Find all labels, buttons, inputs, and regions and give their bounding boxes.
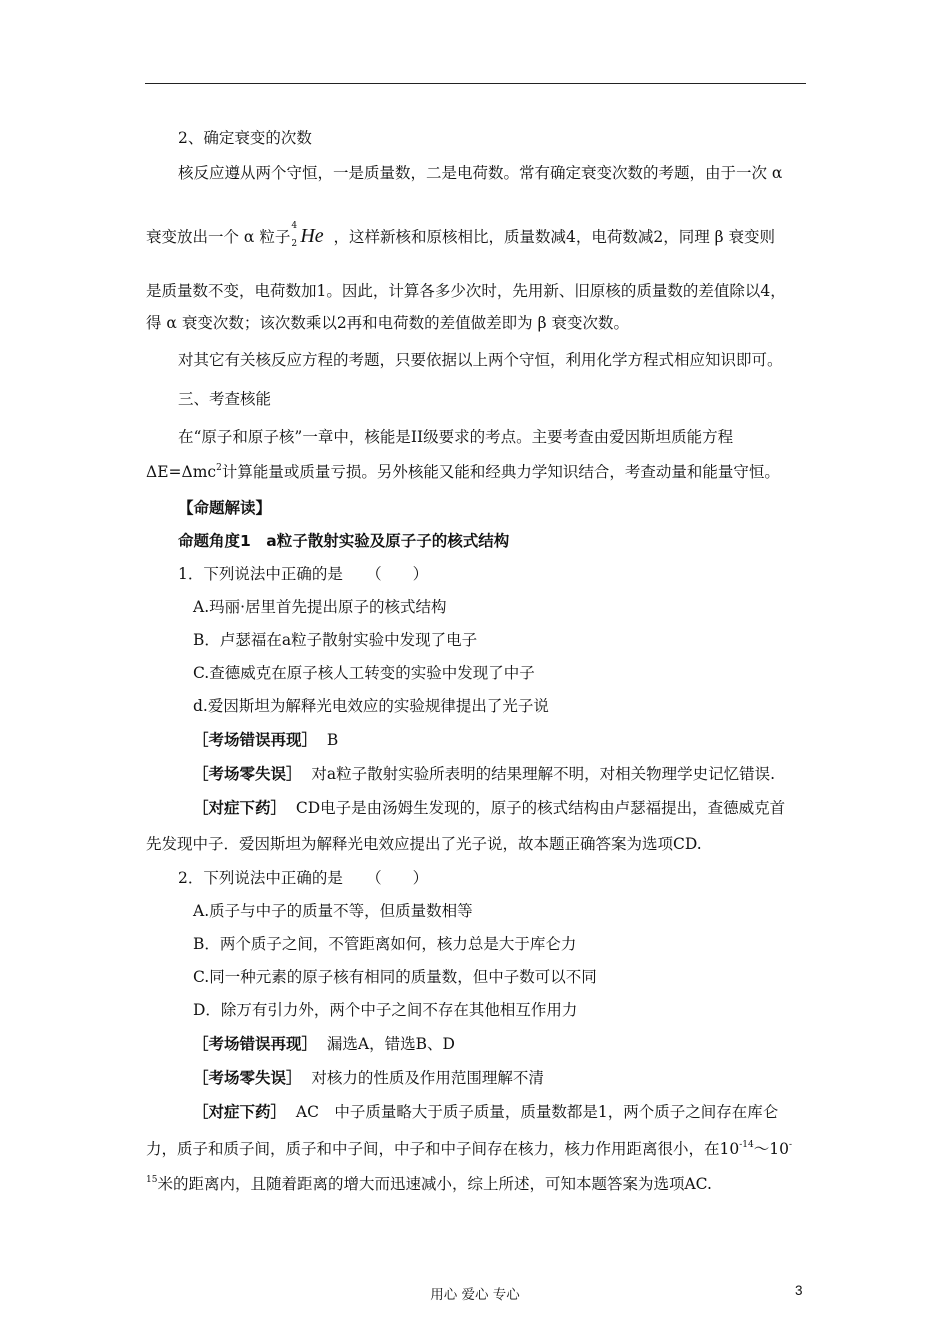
cure-label: ［对症下药］ xyxy=(193,1103,287,1121)
section-heading-decay-count: 2、确定衰变的次数 xyxy=(178,129,312,147)
footer-motto: 用心 爱心 专心 xyxy=(430,1287,520,1303)
range-exponent-2: - xyxy=(788,1140,793,1150)
emc-exponent: 2 xyxy=(216,463,222,473)
atomic-number: 2 xyxy=(291,239,298,249)
page-number: 3 xyxy=(795,1283,803,1298)
alpha-particle-line xyxy=(146,221,776,249)
nuclear-range-line-2 xyxy=(146,1174,712,1194)
mass-number: 4 xyxy=(291,221,298,231)
paragraph-line: 米的距离内，且随着距离的增大而迅速减小，综上所述，可知本题答案为选项AC. xyxy=(157,1175,712,1193)
paragraph-line: 先发现中子．爱因斯坦为解释光电效应提出了光子说，故本题正确答案为选项CD. xyxy=(146,835,702,853)
paragraph-line: 是质量数不变，电荷数加1。因此，计算各多少次时，先用新、旧原核的质量数的差值除以4， xyxy=(146,282,786,300)
range-exponent-3: 15 xyxy=(146,1175,158,1185)
paragraph-line: 得 α 衰变次数；该次数乘以2再和电荷数的差值做差即为 β 衰变次数。 xyxy=(146,314,629,332)
error-text: B xyxy=(326,731,339,749)
alpha-text-after: ，这样新核和原核相比，质量数减4，电荷数减2，同理 β 衰变则 xyxy=(333,228,776,246)
mass-energy-line xyxy=(146,462,780,482)
zero-text: 对a粒子散射实验所表明的结果理解不明，对相关物理学史记忆错误. xyxy=(311,765,776,783)
question-2-option-c: C.同一种元素的原子核有相同的质量数，但中子数可以不同 xyxy=(193,968,597,986)
question-2-option-a: A.质子与中子的质量不等，但质量数相等 xyxy=(193,902,473,920)
question-1-error-line xyxy=(193,730,338,750)
emc-text-after: 计算能量或质量亏损。另外核能又能和经典力学知识结合，考查动量和能量守恒。 xyxy=(221,463,780,481)
zero-label: ［考场零失误］ xyxy=(193,1069,302,1087)
helium-isotope-notation xyxy=(290,221,300,249)
header-rule xyxy=(145,83,806,84)
section-heading-interpretation: 【命题解读】 xyxy=(178,499,272,517)
paragraph-line: 在“原子和原子核”一章中，核能是II级要求的考点。主要考查由爱因斯坦质能方程 xyxy=(178,428,734,446)
question-2-option-d: D．除万有引力外，两个中子之间不存在其他相互作用力 xyxy=(193,1001,578,1019)
question-1-option-c: C.查德威克在原子核人工转变的实验中发现了中子 xyxy=(193,664,535,682)
paragraph-line: 对其它有关核反应方程的考题，只要依据以上两个守恒，利用化学方程式相应知识即可。 xyxy=(178,351,783,369)
question-2-option-b: B．两个质子之间，不管距离如何，核力总是大于库仑力 xyxy=(193,935,577,953)
question-1-option-b: B．卢瑟福在a粒子散射实验中发现了电子 xyxy=(193,631,478,649)
cure-text: AC 中子质量略大于质子质量，质量数都是1，两个质子之间存在库仑 xyxy=(295,1103,779,1121)
error-text: 漏选A，错选B、D xyxy=(326,1035,455,1053)
question-1-zero-line xyxy=(193,764,775,784)
question-1-stem: 1．下列说法中正确的是 （ ） xyxy=(178,565,429,583)
cure-label: ［对症下药］ xyxy=(193,799,287,817)
range-exponent-1: -14 xyxy=(739,1140,754,1150)
question-2-cure-line xyxy=(193,1102,778,1122)
question-2-error-line xyxy=(193,1034,455,1054)
cure-text: CD电子是由汤姆生发现的，原子的核式结构由卢瑟福提出，查德威克首 xyxy=(295,799,786,817)
question-1-option-a: A.玛丽·居里首先提出原子的核式结构 xyxy=(193,598,447,616)
range-tilde: ～10 xyxy=(753,1140,789,1158)
section-heading-nuclear-energy: 三、考查核能 xyxy=(178,390,272,408)
paragraph-line: 力，质子和质子间，质子和中子间，中子和中子间存在核力，核力作用距离很小，在10 xyxy=(146,1140,740,1158)
paragraph-line: 核反应遵从两个守恒，一是质量数，二是电荷数。常有确定衰变次数的考题，由于一次 α xyxy=(178,164,783,182)
question-2-zero-line xyxy=(193,1068,544,1088)
error-label: ［考场错误再现］ xyxy=(193,1035,318,1053)
emc-formula: ΔE=Δmc xyxy=(146,463,217,481)
question-1-cure-line xyxy=(193,798,785,818)
error-label: ［考场错误再现］ xyxy=(193,731,318,749)
zero-label: ［考场零失误］ xyxy=(193,765,302,783)
nuclear-range-line xyxy=(146,1139,792,1159)
helium-symbol: He xyxy=(300,225,324,247)
alpha-text-before: 衰变放出一个 α 粒子 xyxy=(146,228,291,246)
question-2-stem: 2．下列说法中正确的是 （ ） xyxy=(178,869,429,887)
zero-text: 对核力的性质及作用范围理解不清 xyxy=(311,1069,544,1087)
question-1-option-d: d.爱因斯坦为解释光电效应的实验规律提出了光子说 xyxy=(193,697,549,715)
topic-angle-heading: 命题角度1 a粒子散射实验及原子子的核式结构 xyxy=(178,532,510,550)
